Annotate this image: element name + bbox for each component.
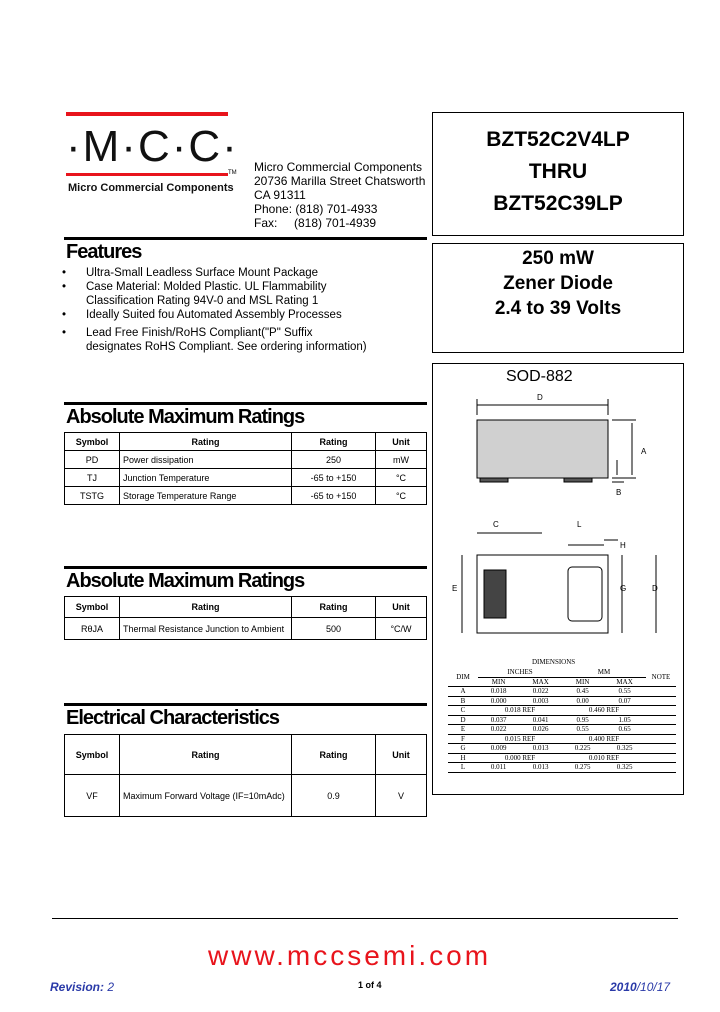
dim-label-a: A	[641, 447, 647, 456]
part-number-box	[432, 112, 684, 236]
table-header-row: MIN MAX MIN MAX	[448, 677, 676, 687]
features-rule	[64, 237, 427, 240]
thermal-heading: Absolute Maximum Ratings	[66, 570, 305, 592]
list-item: • Ultra-Small Leadless Surface Mount Package	[62, 266, 422, 280]
website-url[interactable]: www.mccsemi.com	[208, 940, 492, 971]
mcc-logo: ·M·C·C·	[66, 122, 239, 171]
spec-summary-box	[432, 243, 684, 353]
page-number: 1 of 4	[358, 980, 382, 990]
part-number-start: BZT52C2V4LP	[486, 128, 630, 151]
table-row: TJ Junction Temperature -65 to +150 °C	[65, 469, 427, 487]
abs-max-table	[64, 432, 427, 505]
table-row: VF Maximum Forward Voltage (IF=10mAdc) 0.9 V	[65, 775, 427, 817]
dimensions-title: DIMENSIONS	[532, 658, 576, 666]
logo-top-rule	[66, 112, 228, 116]
list-item: • Case Material: Molded Plastic. UL Flammability Classification Rating 94V-0 and MSL Rating 1	[62, 280, 422, 308]
list-item: • Ideally Suited fou Automated Assembly Processes	[62, 308, 422, 322]
table-row: L 0.011 0.013 0.275 0.325	[448, 763, 676, 773]
package-outline-drawing	[432, 385, 682, 655]
table-row: B 0.000 0.003 0.00 0.07	[448, 696, 676, 706]
part-number-end: BZT52C39LP	[493, 192, 623, 215]
table-row: TSTG Storage Temperature Range -65 to +150 °C	[65, 487, 427, 505]
footer-rule	[52, 918, 678, 919]
features-list	[62, 266, 422, 354]
company-address	[254, 160, 425, 230]
dim-label-h: H	[620, 541, 626, 550]
logo-subtitle: Micro Commercial Components	[68, 182, 234, 194]
table-row: PD Power dissipation 250 mW	[65, 451, 427, 469]
table-row: F 0.015 REF 0.400 REF	[448, 734, 676, 744]
dim-label-d: D	[537, 393, 543, 402]
dim-label-e: E	[452, 584, 458, 593]
part-number-thru: THRU	[528, 160, 588, 183]
side-view	[477, 399, 636, 482]
table-row: H 0.000 REF 0.010 REF	[448, 753, 676, 763]
address-line: Fax: (818) 701-4939	[254, 216, 377, 230]
electrical-table	[64, 734, 427, 817]
table-header-row: Symbol Rating Rating Unit	[65, 433, 427, 451]
abs-max-rule	[64, 402, 427, 405]
electrical-rule	[64, 703, 427, 706]
address-line: Phone: (818) 701-4933	[254, 202, 378, 216]
dim-label-c: C	[493, 520, 499, 529]
table-row: G 0.009 0.013 0.225 0.325	[448, 744, 676, 754]
table-header-row: Symbol Rating Rating Unit	[65, 735, 427, 775]
electrical-heading: Electrical Characteristics	[66, 707, 280, 729]
dim-label-b: B	[616, 488, 622, 497]
table-header-row: DIM INCHES MM NOTE	[448, 668, 676, 677]
spec-power: 250 mW	[522, 248, 594, 269]
table-row: RθJA Thermal Resistance Junction to Ambient 500 °C/W	[65, 618, 427, 640]
list-item: • Lead Free Finish/RoHS Compliant("P" Suffix designates RoHS Compliant. See ordering information)	[62, 326, 422, 354]
logo-bottom-rule	[66, 173, 228, 176]
bottom-view	[462, 533, 656, 633]
address-line: 20736 Marilla Street Chatsworth	[254, 174, 426, 188]
table-header-row: Symbol Rating Rating Unit	[65, 597, 427, 618]
address-line: CA 91311	[254, 188, 306, 202]
dim-label-l: L	[577, 520, 582, 529]
spec-type: Zener Diode	[503, 273, 613, 294]
abs-max-heading: Absolute Maximum Ratings	[66, 406, 305, 428]
dim-label-d-bottom: D	[652, 584, 658, 593]
address-line: Micro Commercial Components	[254, 160, 423, 174]
dim-label-g: G	[620, 584, 627, 593]
table-row: C 0.018 REF 0.460 REF	[448, 706, 676, 716]
spec-voltage: 2.4 to 39 Volts	[494, 298, 622, 319]
features-heading: Features	[66, 241, 142, 263]
package-name: SOD-882	[506, 368, 573, 385]
revision-date: 2010/10/17	[610, 980, 671, 994]
thermal-rule	[64, 566, 427, 569]
table-row: D 0.037 0.041 0.95 1.05	[448, 715, 676, 725]
dimensions-table	[448, 668, 676, 773]
thermal-table	[64, 596, 427, 640]
table-row: A 0.018 0.022 0.45 0.55	[448, 687, 676, 697]
trademark-mark: TM	[228, 170, 237, 176]
table-row: E 0.022 0.026 0.55 0.65	[448, 725, 676, 735]
revision-label: Revision: 2	[50, 980, 115, 994]
